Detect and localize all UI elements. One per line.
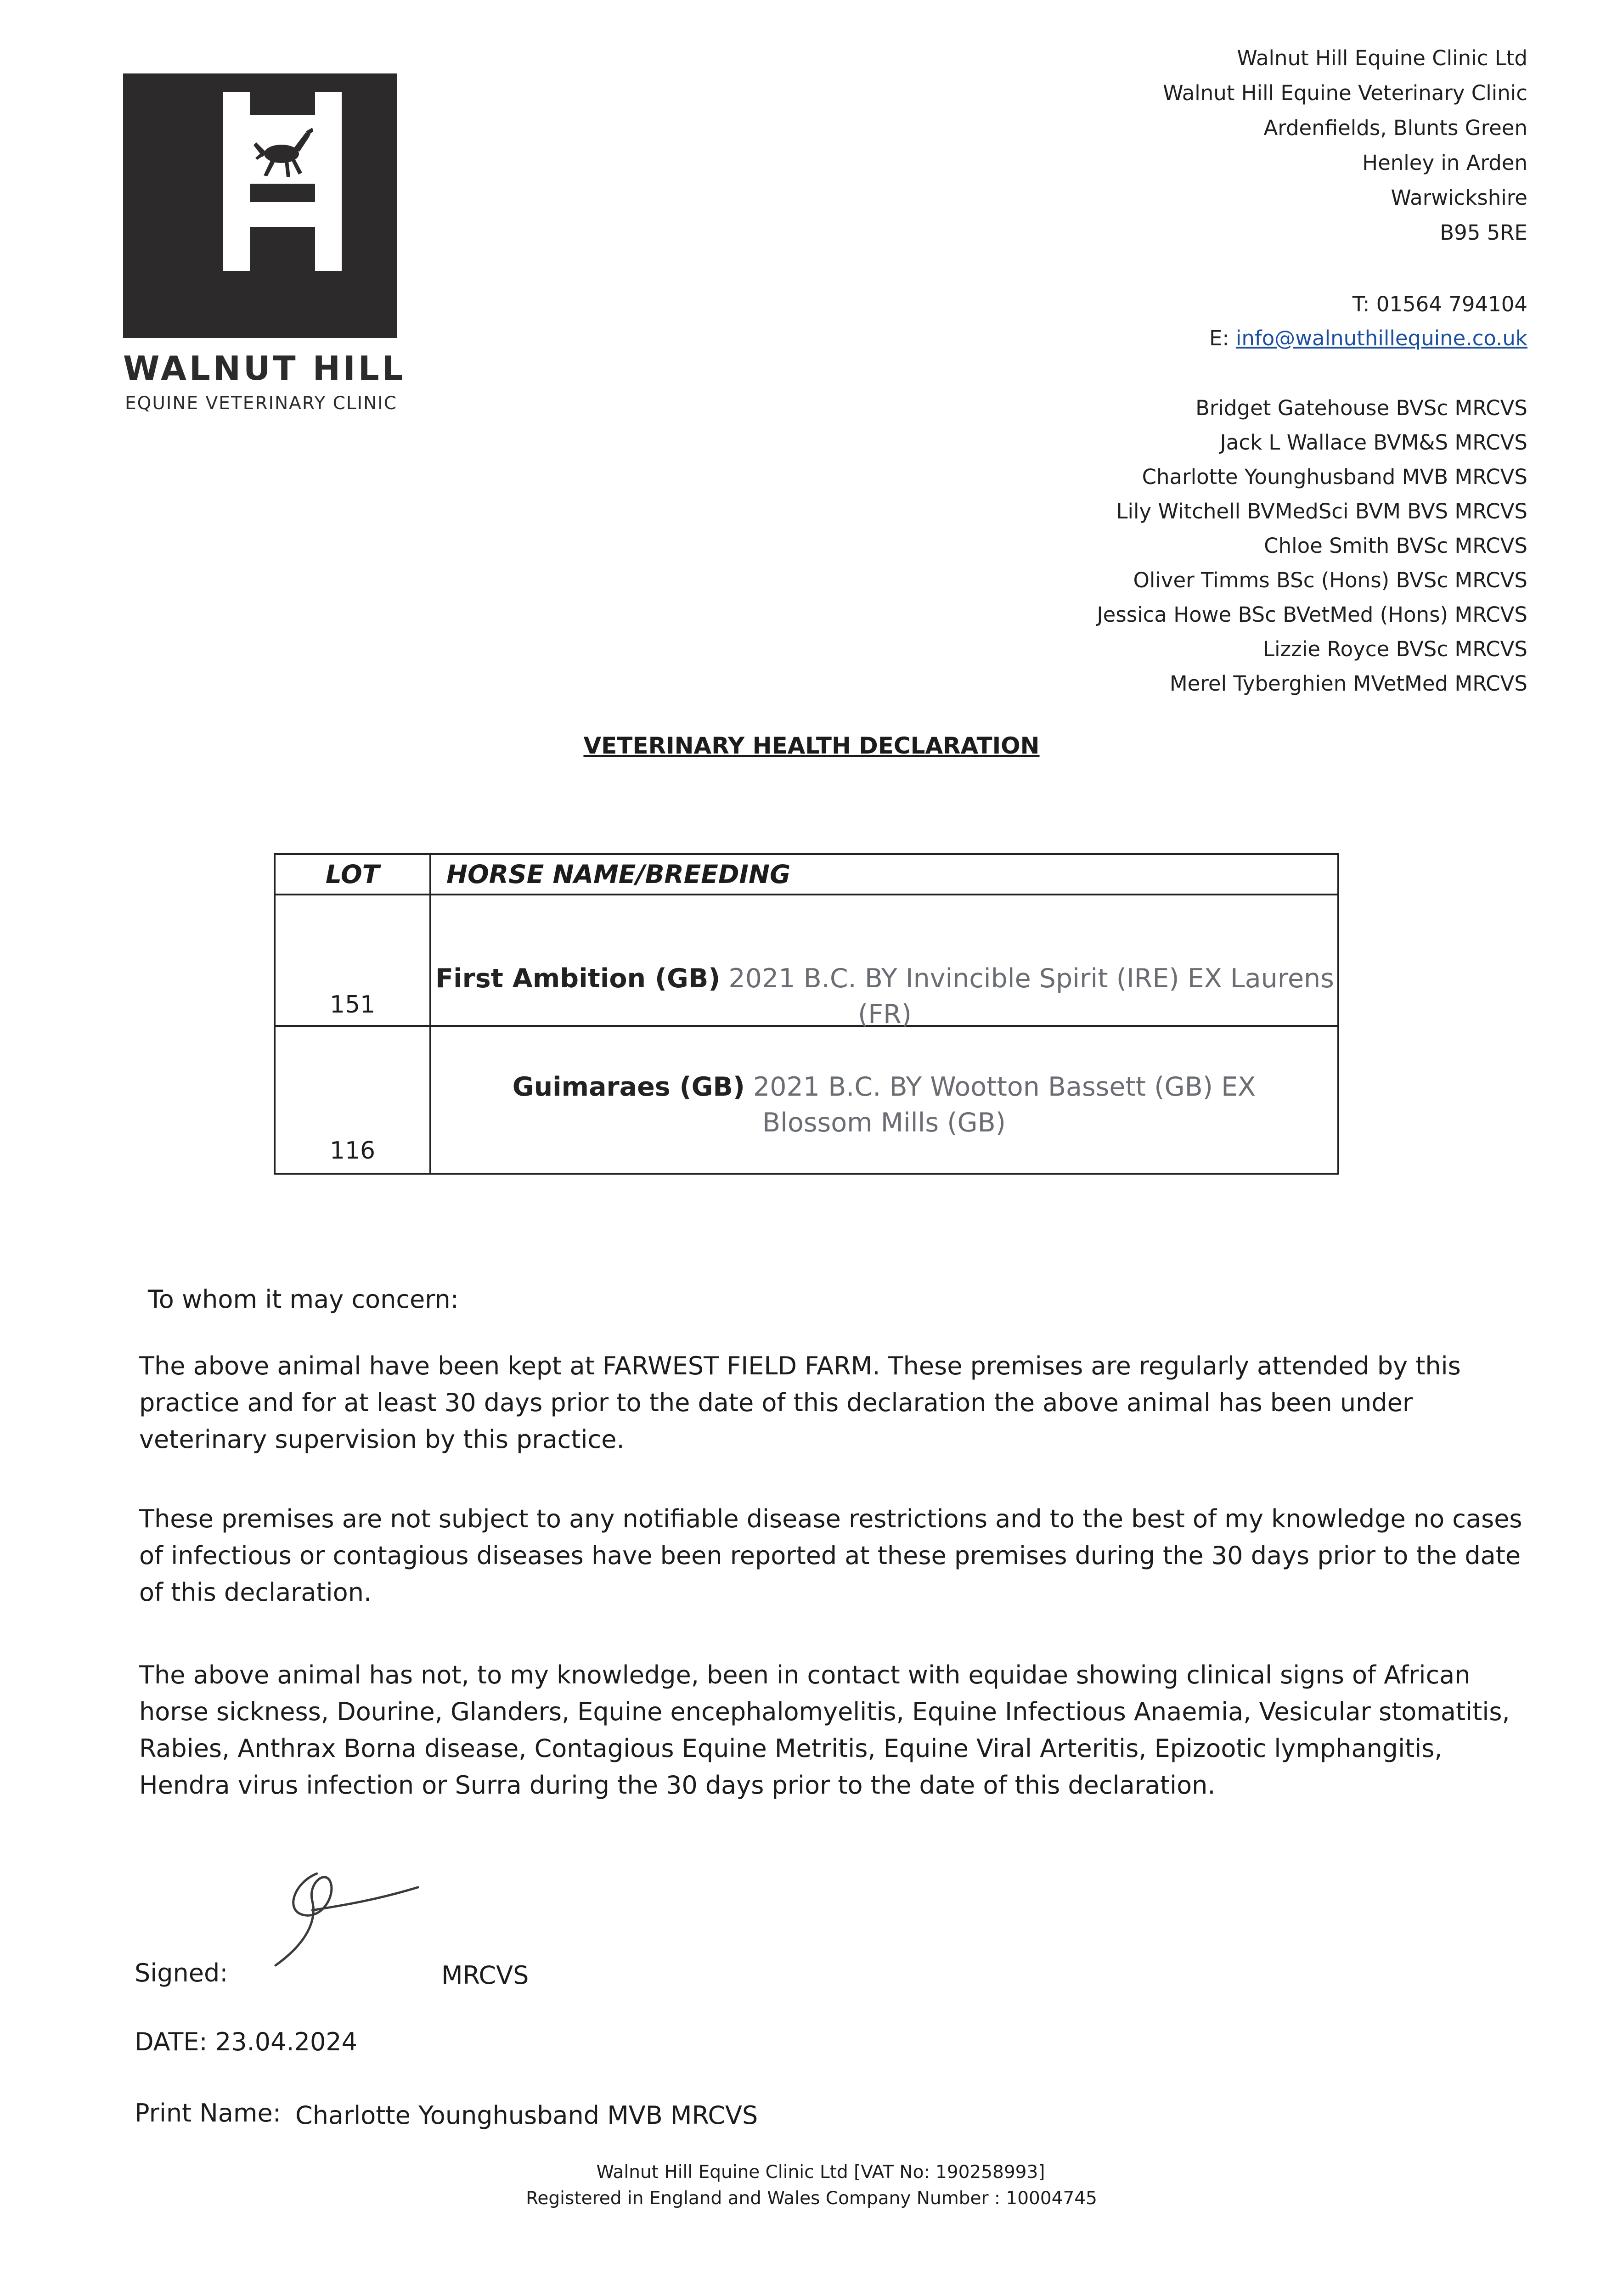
staff-member: Merel Tyberghien MVetMed MRCVS <box>1169 671 1527 696</box>
brand-subtitle: EQUINE VETERINARY CLINIC <box>125 393 398 414</box>
staff-member: Jessica Howe BSc BVetMed (Hons) MRCVS <box>1097 602 1527 627</box>
print-name-label: Print Name: <box>135 2099 281 2127</box>
signature-icon <box>266 1855 432 1984</box>
lot-header: LOT <box>325 860 380 889</box>
declaration-date: DATE: 23.04.2024 <box>135 2027 358 2056</box>
horse-breeding: 2021 B.C. BY Invincible Spirit (IRE) EX Laurens (FR) <box>720 963 1334 1030</box>
lot-number: 116 <box>329 1137 376 1165</box>
paragraph: The above animal have been kept at FARWEST FIELD FARM. These premises are regularly attended by this practice and for at least 30 days prior to the date of this declaration the above animal has been under veterinary supervision by this practice. <box>139 1351 1461 1454</box>
phone-number: T: 01564 794104 <box>1352 292 1527 316</box>
horse-entry <box>468 1069 1300 1141</box>
staff-member: Jack L Wallace BVM&S MRCVS <box>1220 430 1527 455</box>
address-line: Warwickshire <box>1391 186 1527 210</box>
horse-table <box>274 853 1339 1175</box>
signed-label: Signed: <box>135 1958 228 1987</box>
table-divider <box>276 894 1337 895</box>
paragraph: These premises are not subject to any notifiable disease restrictions and to the best of my knowledge no cases of infectious or contagious diseases have been reported at these premises during the 30 days prior to the date of this declaration. <box>139 1504 1522 1607</box>
footer-registration: Registered in England and Wales Company Number : 10004745 <box>526 2188 1097 2209</box>
footer-company: Walnut Hill Equine Clinic Ltd [VAT No: 190258993] <box>596 2162 1045 2183</box>
horse-header: HORSE NAME/BREEDING <box>446 860 791 889</box>
staff-member: Charlotte Younghusband MVB MRCVS <box>1142 465 1527 489</box>
paragraph: The above animal has not, to my knowledge, been in contact with equidae showing clinical signs of African horse sickness, Dourine, Glanders, Equine encephalomyelitis, Equine Infectious Anaemia, Vesicular stomatitis, Rabies, Anthrax Borna disease, Contagious Equine Metritis, Equine Viral Arteritis, Epizootic lymphangitis, Hendra virus infection or Surra during the 30 days prior to the date of this declaration. <box>139 1660 1510 1800</box>
address-line: Henley in Arden <box>1362 151 1527 175</box>
address-line: Walnut Hill Equine Veterinary Clinic <box>1163 81 1527 105</box>
signer-qualification: MRCVS <box>441 1961 529 1990</box>
horse-breeding: 2021 B.C. BY Wootton Bassett (GB) EX Blossom Mills (GB) <box>744 1072 1256 1138</box>
staff-member: Lily Witchell BVMedSci BVM BVS MRCVS <box>1116 499 1527 523</box>
brand-name: WALNUT HILL <box>123 349 406 388</box>
lot-number: 151 <box>329 991 376 1019</box>
staff-member: Oliver Timms BSc (Hons) BVSc MRCVS <box>1133 568 1527 592</box>
staff-member: Lizzie Royce BVSc MRCVS <box>1263 637 1527 661</box>
staff-member: Bridget Gatehouse BVSc MRCVS <box>1195 396 1527 420</box>
address-line: Walnut Hill Equine Clinic Ltd <box>1237 46 1527 70</box>
print-name: Charlotte Younghusband MVB MRCVS <box>295 2101 758 2130</box>
clinic-logo <box>123 73 397 338</box>
horse-name: Guimaraes (GB) <box>512 1072 745 1102</box>
horse-name: First Ambition (GB) <box>435 963 721 994</box>
horse-logo-icon <box>123 73 397 338</box>
email-prefix: E: <box>1209 326 1236 350</box>
address-line: B95 5RE <box>1440 220 1527 245</box>
email-line <box>1209 326 1527 350</box>
email-link[interactable]: info@walnuthillequine.co.uk <box>1235 326 1527 350</box>
document-title: VETERINARY HEALTH DECLARATION <box>583 732 1040 759</box>
horse-entry <box>431 961 1338 1032</box>
greeting: To whom it may concern: <box>148 1285 459 1314</box>
staff-member: Chloe Smith BVSc MRCVS <box>1264 534 1527 558</box>
address-line: Ardenfields, Blunts Green <box>1263 116 1527 140</box>
